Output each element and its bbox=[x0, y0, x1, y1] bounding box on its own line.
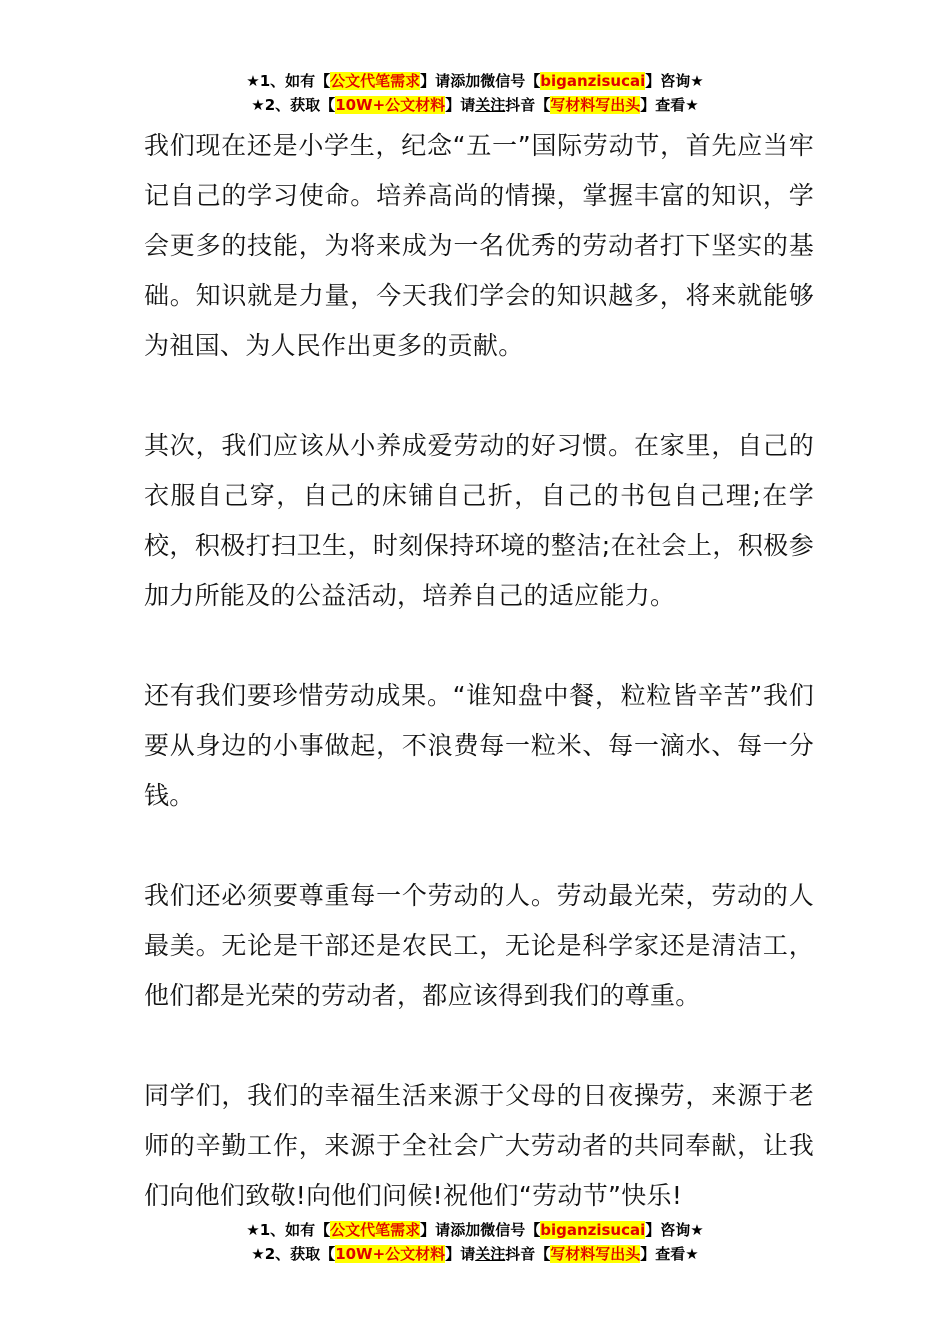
promo-emphasis: 关注 bbox=[475, 96, 506, 114]
promo-banner-bottom bbox=[0, 1218, 950, 1266]
paragraph: 其次，我们应该从小养成爱劳动的好习惯。在家里，自己的衣服自己穿，自己的床铺自己折，自己的书包自己理;在学校，积极打扫卫生，时刻保持环境的整洁;在社会上，积极参加力所能及的公益活动，培养自己的适应能力。 bbox=[144, 431, 814, 610]
promo-text: 抖音【 bbox=[505, 96, 551, 114]
paragraph: 我们现在还是小学生，纪念“五一”国际劳动节，首先应当牢记自己的学习使命。培养高尚的情操，掌握丰富的知识，学会更多的技能，为将来成为一名优秀的劳动者打下坚实的基础。知识就是力量，今天我们学会的知识越多，将来就能够为祖国、为人民作出更多的贡献。 bbox=[144, 131, 814, 360]
promo-text: ★2、获取【 bbox=[251, 96, 336, 114]
promo-text: 】请 bbox=[420, 1221, 451, 1239]
promo-text: 】请 bbox=[445, 96, 476, 114]
promo-highlight: biganzisucai bbox=[540, 1221, 646, 1239]
promo-line-2 bbox=[0, 1242, 950, 1266]
promo-highlight: 公文代笔需求 bbox=[330, 72, 421, 90]
promo-highlight: 公文代笔需求 bbox=[330, 1221, 421, 1239]
promo-text: 】请 bbox=[445, 1245, 476, 1263]
paragraph: 我们还必须要尊重每一个劳动的人。劳动最光荣，劳动的人最美。无论是干部还是农民工，无论是科学家还是清洁工，他们都是光荣的劳动者，都应该得到我们的尊重。 bbox=[144, 881, 814, 1010]
paragraph: 还有我们要珍惜劳动成果。“谁知盘中餐，粒粒皆辛苦”我们要从身边的小事做起，不浪费每一粒米、每一滴水、每一分钱。 bbox=[144, 681, 814, 810]
promo-text: 】咨询★ bbox=[645, 1221, 704, 1239]
promo-text: ★1、如有【 bbox=[246, 72, 331, 90]
promo-banner-top bbox=[0, 69, 950, 117]
promo-emphasis: 添加 bbox=[450, 1221, 481, 1239]
promo-text: ★1、如有【 bbox=[246, 1221, 331, 1239]
promo-emphasis: 关注 bbox=[475, 1245, 506, 1263]
promo-highlight: 写材料写出头 bbox=[550, 1245, 641, 1263]
promo-text: 微信号【 bbox=[480, 1221, 541, 1239]
promo-line-2 bbox=[0, 93, 950, 117]
promo-text: 】请 bbox=[420, 72, 451, 90]
promo-text: 】查看★ bbox=[640, 96, 699, 114]
promo-text: 】查看★ bbox=[640, 1245, 699, 1263]
document-body bbox=[144, 121, 814, 1221]
promo-highlight: 10W+公文材料 bbox=[335, 1245, 446, 1263]
promo-text: 微信号【 bbox=[480, 72, 541, 90]
promo-emphasis: 添加 bbox=[450, 72, 481, 90]
paragraph: 同学们，我们的幸福生活来源于父母的日夜操劳，来源于老师的辛勤工作，来源于全社会广大劳动者的共同奉献，让我们向他们致敬!向他们问候!祝他们“劳动节”快乐! bbox=[144, 1081, 814, 1210]
promo-highlight: biganzisucai bbox=[540, 72, 646, 90]
promo-text: ★2、获取【 bbox=[251, 1245, 336, 1263]
promo-highlight: 10W+公文材料 bbox=[335, 96, 446, 114]
promo-text: 抖音【 bbox=[505, 1245, 551, 1263]
promo-text: 】咨询★ bbox=[645, 72, 704, 90]
promo-line-1 bbox=[0, 1218, 950, 1242]
promo-line-1 bbox=[0, 69, 950, 93]
promo-highlight: 写材料写出头 bbox=[550, 96, 641, 114]
